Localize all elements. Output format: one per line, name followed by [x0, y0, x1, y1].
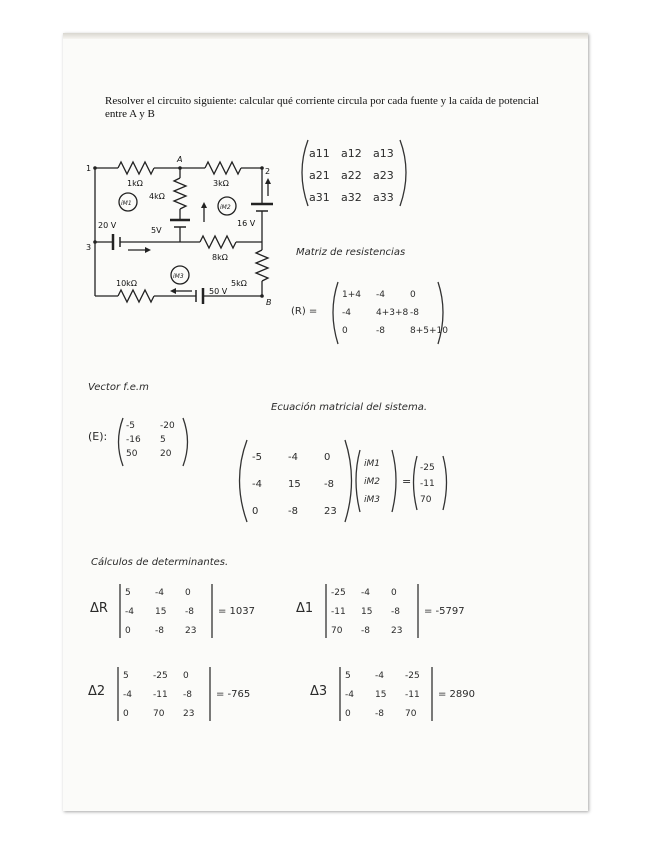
- resistance-matrix: [342, 290, 448, 336]
- matrix-cell: -4: [288, 452, 298, 463]
- matrix-cell: 0: [123, 709, 129, 719]
- v-50-label: 50 V: [209, 287, 228, 296]
- matrix-cell: -11: [405, 690, 420, 700]
- matrix-cell: 23: [324, 506, 337, 517]
- node-1-label: 1: [86, 164, 92, 173]
- matrix-cell: 0: [125, 626, 131, 636]
- rhs-cell: -11: [420, 479, 435, 489]
- matrix-cell: a22: [341, 169, 362, 182]
- loop-1-label: iM1: [121, 200, 132, 207]
- resistor-3k: [205, 162, 241, 174]
- determinant-2: [296, 584, 465, 638]
- matrix-cell: -8: [375, 709, 384, 719]
- matrix-cell: 5: [123, 671, 129, 681]
- matrix-cell: 4+3+8: [376, 308, 409, 318]
- matrix-cell: a12: [341, 147, 362, 160]
- determinant-label: Δ1: [296, 601, 314, 616]
- matrix-cell: -25: [153, 671, 168, 681]
- resistor-4k: [174, 178, 186, 209]
- determinant-result: = 2890: [438, 689, 476, 700]
- matrix-cell: a33: [373, 191, 394, 204]
- v-16-label: 16 V: [237, 219, 256, 228]
- r-right-label: 5kΩ: [231, 279, 247, 288]
- determinants-heading: Cálculos de determinantes.: [91, 557, 229, 568]
- determinant-label: ΔR: [90, 601, 108, 616]
- matrix-cell: 5: [125, 588, 131, 598]
- matrix-cell: 5: [160, 435, 166, 445]
- r-bottom-label: 10kΩ: [116, 279, 137, 288]
- matrix-cell: -4: [252, 479, 262, 490]
- matrix-cell: a32: [341, 191, 362, 204]
- matrix-cell: a31: [309, 191, 330, 204]
- matrix-cell: 15: [288, 479, 301, 490]
- matrix-cell: -11: [153, 690, 168, 700]
- matrix-cell: 0: [342, 326, 348, 336]
- matrix-cell: 23: [183, 709, 195, 719]
- matrix-cell: -8: [185, 607, 194, 617]
- matrix-cell: -4: [361, 588, 370, 598]
- node-b-label: B: [266, 298, 272, 307]
- matrix-cell: 0: [252, 506, 259, 517]
- matrix-cell: -8: [324, 479, 334, 490]
- system-equals: =: [402, 475, 412, 488]
- matrix-cell: -4: [125, 607, 134, 617]
- matrix-cell: -8: [361, 626, 370, 636]
- matrix-cell: 20: [160, 449, 172, 459]
- resistance-heading: Matriz de resistencias: [296, 247, 406, 258]
- determinant-4: [310, 667, 475, 721]
- rhs-cell: 70: [420, 495, 432, 505]
- unknown-cell: iM3: [364, 495, 380, 505]
- matrix-cell: -4: [155, 588, 164, 598]
- matrix-cell: -8: [391, 607, 400, 617]
- resistance-label: (R) =: [291, 306, 318, 317]
- matrix-cell: -11: [331, 607, 346, 617]
- matrix-cell: 0: [391, 588, 397, 598]
- emf-label: (E):: [88, 430, 108, 443]
- matrix-cell: -8: [410, 308, 419, 318]
- matrix-cell: 15: [375, 690, 387, 700]
- determinant-result: = 1037: [218, 606, 256, 617]
- r-top-left-label: 1kΩ: [127, 179, 143, 188]
- node-a-label: A: [177, 155, 183, 164]
- determinant-result: = -5797: [424, 606, 465, 617]
- node-2-label: 2: [265, 167, 271, 176]
- determinant-result: = -765: [216, 689, 251, 700]
- resistor-8k: [200, 236, 236, 248]
- determinant-1: [90, 584, 255, 638]
- matrix-cell: 70: [331, 626, 343, 636]
- matrix-cell: -25: [331, 588, 346, 598]
- emf-heading: Vector f.e.m: [88, 382, 149, 393]
- resistor-1k: [118, 162, 154, 174]
- matrix-cell: -5: [252, 452, 262, 463]
- determinant-label: Δ3: [310, 684, 328, 699]
- matrix-cell: 23: [185, 626, 197, 636]
- matrix-cell: 0: [324, 452, 331, 463]
- matrix-cell: a21: [309, 169, 330, 182]
- unknowns-vector: [364, 459, 380, 505]
- matrix-cell: a23: [373, 169, 394, 182]
- matrix-cell: 0: [345, 709, 351, 719]
- r-middle-label: 4kΩ: [149, 192, 165, 201]
- matrix-cell: 8+5+10: [410, 326, 448, 336]
- r-mid-bottom-label: 8kΩ: [212, 253, 228, 262]
- determinants-block: [88, 584, 475, 721]
- matrix-cell: 23: [391, 626, 403, 636]
- matrix-cell: 5: [345, 671, 351, 681]
- v-20-label: 20 V: [98, 221, 117, 230]
- matrix-cell: -4: [345, 690, 354, 700]
- matrix-cell: -4: [375, 671, 384, 681]
- matrix-cell: -8: [155, 626, 164, 636]
- node-3-label: 3: [86, 243, 92, 252]
- v-5-label: 5V: [151, 226, 162, 235]
- matrix-cell: 0: [410, 290, 416, 300]
- matrix-cell: -4: [342, 308, 351, 318]
- matrix-cell: 15: [155, 607, 167, 617]
- unknown-cell: iM1: [364, 459, 380, 469]
- matrix-cell: 70: [405, 709, 417, 719]
- matrix-cell: -4: [376, 290, 385, 300]
- problem-line-1: Resolver el circuito siguiente: calcular qué corriente circula por cada fuente y la caída de potencial: [105, 95, 539, 107]
- loop-2-label: iM2: [220, 204, 231, 211]
- matrix-cell: 15: [361, 607, 373, 617]
- generic-matrix: [309, 147, 394, 204]
- matrix-cell: 70: [153, 709, 165, 719]
- matrix-cell: 0: [185, 588, 191, 598]
- matrix-cell: 50: [126, 449, 138, 459]
- rhs-cell: -25: [420, 463, 435, 473]
- matrix-cell: 0: [183, 671, 189, 681]
- resistor-5k: [256, 250, 268, 281]
- rhs-vector: [420, 463, 435, 505]
- matrix-cell: -4: [123, 690, 132, 700]
- matrix-cell: a13: [373, 147, 394, 160]
- matrix-cell: -8: [376, 326, 385, 336]
- matrix-cell: -20: [160, 421, 175, 431]
- determinant-label: Δ2: [88, 684, 106, 699]
- determinant-3: [88, 667, 250, 721]
- matrix-cell: -8: [183, 690, 192, 700]
- r-top-right-label: 3kΩ: [213, 179, 229, 188]
- resistor-10k: [118, 290, 154, 302]
- matrix-cell: -16: [126, 435, 141, 445]
- matrix-cell: -8: [288, 506, 298, 517]
- matrix-cell: 1+4: [342, 290, 361, 300]
- unknown-cell: iM2: [364, 477, 380, 487]
- matrix-cell: -25: [405, 671, 420, 681]
- system-matrix: [252, 452, 337, 517]
- loop-3-label: iM3: [173, 273, 184, 280]
- matrix-cell: -5: [126, 421, 135, 431]
- problem-line-2: entre A y B: [105, 108, 155, 120]
- emf-vector: [126, 421, 175, 459]
- system-heading: Ecuación matricial del sistema.: [271, 402, 428, 413]
- matrix-cell: a11: [309, 147, 330, 160]
